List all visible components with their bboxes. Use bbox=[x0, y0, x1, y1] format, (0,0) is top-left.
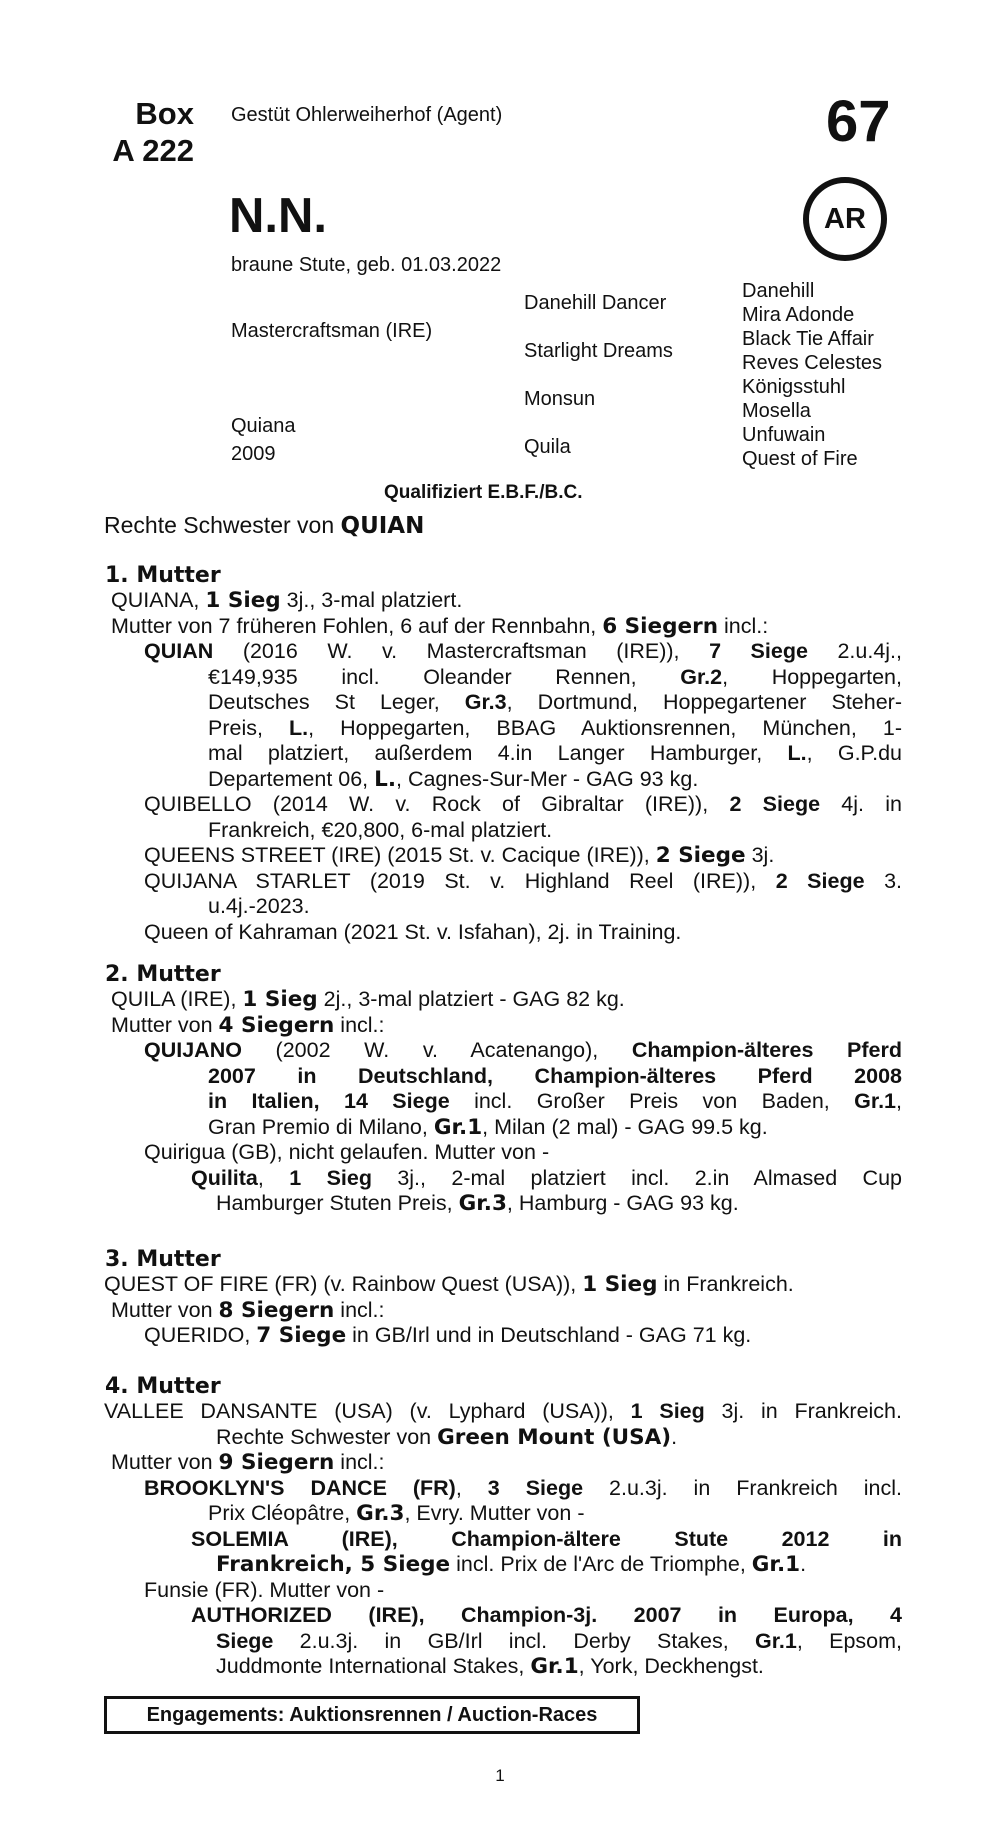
dam-produce-summary: Mutter von 4 Siegern incl.: bbox=[111, 1013, 385, 1038]
produce-entry-line: Departement 06, L., Cagnes-Sur-Mer - GAG 93 kg. bbox=[208, 767, 699, 792]
produce-entry-line: Siege 2.u.3j. in GB/Irl incl. Derby Stakes, Gr.1, Epsom, bbox=[216, 1629, 902, 1653]
seller-name: Gestüt Ohlerweiherhof (Agent) bbox=[231, 104, 503, 126]
lot-number: 67 bbox=[826, 89, 891, 154]
produce-entry-quirigua: Quirigua (GB), nicht gelaufen. Mutter von - bbox=[144, 1140, 550, 1164]
engagements-text: Engagements: Auktionsrennen / Auction-Races bbox=[146, 1703, 598, 1726]
engagements-box bbox=[104, 1696, 640, 1734]
horse-description: braune Stute, geb. 01.03.2022 bbox=[231, 254, 502, 276]
pedigree-dam-year: 2009 bbox=[231, 443, 276, 465]
dam-record: VALLEE DANSANTE (USA) (v. Lyphard (USA)), 1 Sieg 3j. in Frankreich. bbox=[104, 1399, 902, 1423]
pedigree-sire: Mastercraftsman (IRE) bbox=[231, 320, 433, 342]
pedigree-gen3-item: Black Tie Affair bbox=[742, 328, 874, 350]
produce-entry-line: Frankreich, 5 Siege incl. Prix de l'Arc de Triomphe, Gr.1. bbox=[216, 1552, 807, 1577]
pedigree-gen3-item: Danehill bbox=[742, 280, 815, 302]
dam-produce-summary: Mutter von 7 früheren Fohlen, 6 auf der Rennbahn, 6 Siegern incl.: bbox=[111, 614, 769, 639]
produce-entry-line: Frankreich, €20,800, 6-mal platziert. bbox=[208, 818, 553, 842]
produce-entry-funsie: Funsie (FR). Mutter von - bbox=[144, 1578, 385, 1602]
produce-entry-line: u.4j.-2023. bbox=[208, 894, 310, 918]
box-number: A 222 bbox=[112, 133, 194, 168]
produce-entry-line: Gran Premio di Milano, Gr.1, Milan (2 mal) - GAG 99.5 kg. bbox=[208, 1115, 768, 1140]
produce-entry-authorized: AUTHORIZED (IRE), Champion-3j. 2007 in Europa, 4 bbox=[191, 1603, 902, 1627]
dam-sibling-line: Rechte Schwester von Green Mount (USA). bbox=[216, 1425, 678, 1450]
pedigree-dam: Quiana bbox=[231, 415, 296, 437]
produce-entry-quijano: QUIJANO (2002 W. v. Acatenango), Champion-älteres Pferd bbox=[144, 1038, 902, 1062]
produce-entry-line: €149,935 incl. Oleander Rennen, Gr.2, Hoppegarten, bbox=[208, 665, 902, 689]
produce-entry-solemia: SOLEMIA (IRE), Champion-ältere Stute 2012 in bbox=[191, 1527, 902, 1551]
produce-entry-line: Juddmonte International Stakes, Gr.1, York, Deckhengst. bbox=[216, 1654, 764, 1679]
produce-entry-queen-of-kahraman: Queen of Kahraman (2021 St. v. Isfahan), 2j. in Training. bbox=[144, 920, 682, 944]
box-word: Box bbox=[135, 96, 194, 131]
produce-entry-line: in Italien, 14 Siege incl. Großer Preis von Baden, Gr.1, bbox=[208, 1089, 902, 1113]
pedigree-gen2-item: Quila bbox=[524, 436, 571, 458]
produce-entry-line: Hamburger Stuten Preis, Gr.3, Hamburg - GAG 93 kg. bbox=[216, 1191, 739, 1216]
produce-entry-line: Prix Cléopâtre, Gr.3, Evry. Mutter von - bbox=[208, 1501, 585, 1526]
produce-entry-querido: QUERIDO, 7 Siege in GB/Irl und in Deutschland - GAG 71 kg. bbox=[144, 1323, 752, 1348]
dam-record: QUIANA, 1 Sieg 3j., 3-mal platziert. bbox=[111, 588, 463, 613]
pedigree-gen2-item: Danehill Dancer bbox=[524, 292, 667, 314]
pedigree-gen3-item: Unfuwain bbox=[742, 424, 826, 446]
pedigree-gen2-item: Monsun bbox=[524, 388, 596, 410]
produce-entry-quijana-starlet: QUIJANA STARLET (2019 St. v. Highland Reel (IRE)), 2 Siege 3. bbox=[144, 869, 902, 893]
pedigree-gen3-item: Königsstuhl bbox=[742, 376, 846, 398]
pedigree-gen2-item: Starlight Dreams bbox=[524, 340, 673, 362]
section-title: 1. Mutter bbox=[105, 563, 221, 588]
dam-record: QUEST OF FIRE (FR) (v. Rainbow Quest (USA)), 1 Sieg in Frankreich. bbox=[104, 1272, 794, 1297]
section-title: 2. Mutter bbox=[105, 962, 221, 987]
pedigree-gen3-item: Mira Adonde bbox=[742, 304, 855, 326]
pedigree-gen3-item: Quest of Fire bbox=[742, 448, 858, 470]
sibling-prefix: Rechte Schwester von bbox=[104, 512, 341, 538]
produce-entry-quibello: QUIBELLO (2014 W. v. Rock of Gibraltar (IRE)), 2 Siege 4j. in bbox=[144, 792, 902, 816]
dam-record: QUILA (IRE), 1 Sieg 2j., 3-mal platziert - GAG 82 kg. bbox=[111, 987, 625, 1012]
sibling-line bbox=[104, 512, 424, 539]
horse-name: N.N. bbox=[229, 189, 327, 243]
box-label bbox=[80, 95, 194, 169]
qualification: Qualifiziert E.B.F./B.C. bbox=[384, 482, 583, 503]
produce-entry-quilita: Quilita, 1 Sieg 3j., 2-mal platziert incl. 2.in Almased Cup bbox=[191, 1166, 902, 1190]
pedigree-gen3-list bbox=[742, 279, 882, 471]
produce-entry-line: 2007 in Deutschland, Champion-älteres Pferd 2008 bbox=[208, 1064, 902, 1088]
ar-badge bbox=[803, 177, 887, 261]
produce-entry-line: Deutsches St Leger, Gr.3, Dortmund, Hoppegartener Steher- bbox=[208, 690, 902, 714]
sibling-name: QUIAN bbox=[340, 513, 425, 539]
section-title: 4. Mutter bbox=[105, 1374, 221, 1399]
page-number: 1 bbox=[495, 1766, 505, 1785]
pedigree-gen3-item: Reves Celestes bbox=[742, 352, 883, 374]
ar-badge-label: AR bbox=[824, 202, 866, 235]
produce-entry-line: mal platziert, außerdem 4.in Langer Hamburger, L., G.P.du bbox=[208, 741, 902, 765]
dam-produce-summary: Mutter von 8 Siegern incl.: bbox=[111, 1298, 385, 1323]
produce-entry-line: Preis, L., Hoppegarten, BBAG Auktionsrennen, München, 1- bbox=[208, 716, 903, 740]
produce-entry-quian: QUIAN (2016 W. v. Mastercraftsman (IRE)), 7 Siege 2.u.4j., bbox=[144, 639, 902, 663]
produce-entry-brooklyns-dance: BROOKLYN'S DANCE (FR), 3 Siege 2.u.3j. in Frankreich incl. bbox=[144, 1476, 902, 1500]
pedigree-gen3-item: Mosella bbox=[742, 400, 811, 422]
dam-produce-summary: Mutter von 9 Siegern incl.: bbox=[111, 1450, 385, 1475]
section-title: 3. Mutter bbox=[105, 1247, 221, 1272]
produce-entry-queens-street: QUEENS STREET (IRE) (2015 St. v. Cacique (IRE)), 2 Siege 3j. bbox=[144, 843, 775, 868]
